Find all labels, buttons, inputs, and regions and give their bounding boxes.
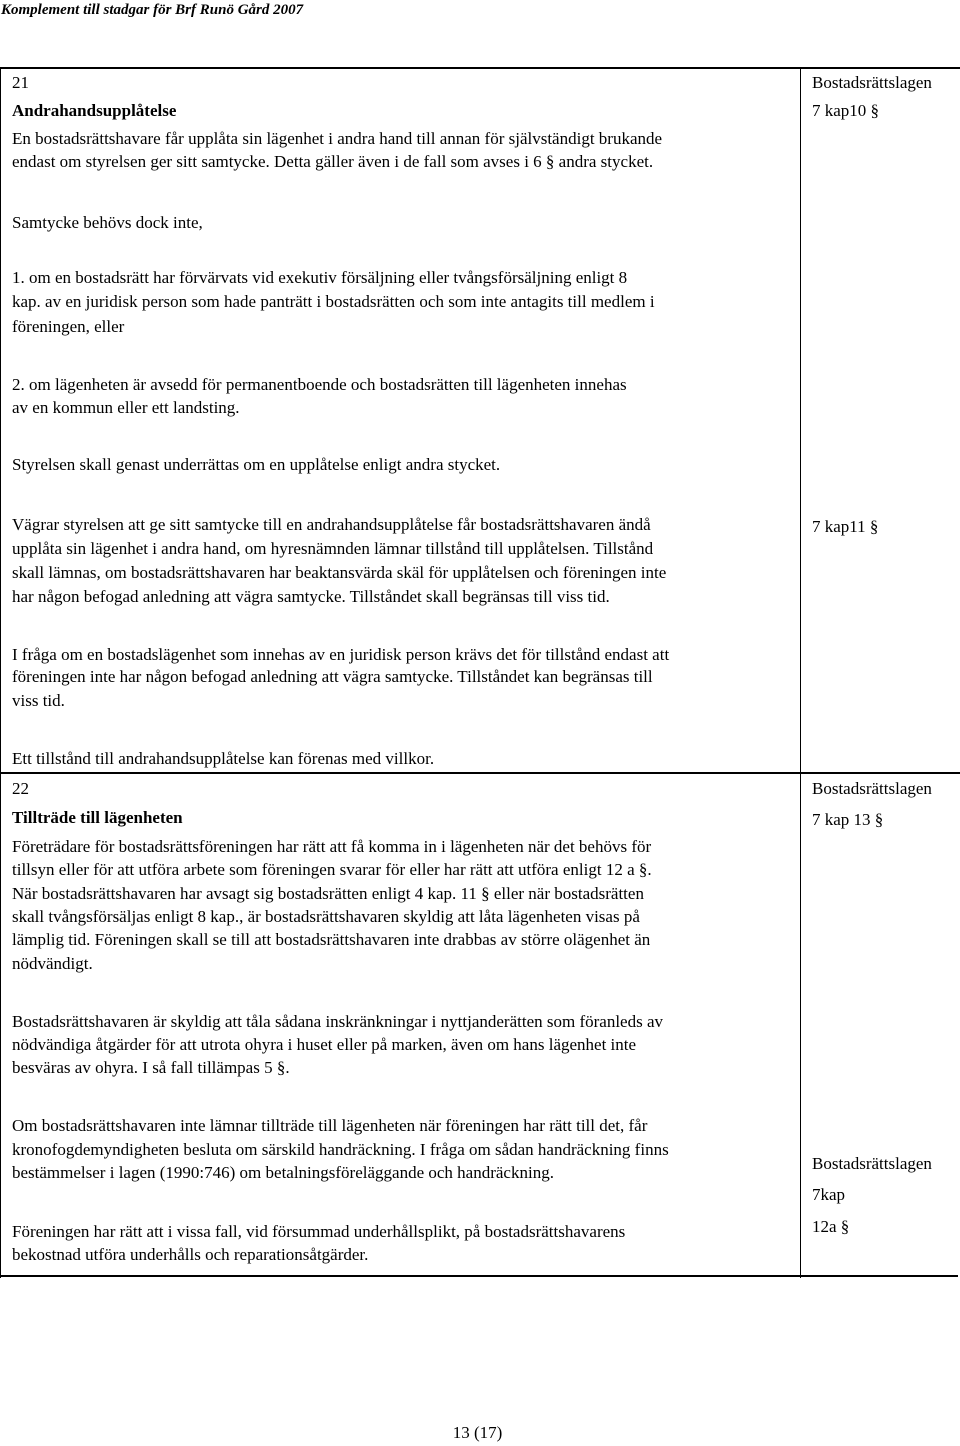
table-left-border bbox=[0, 67, 1, 1278]
text-line: Föreningen har rätt att i vissa fall, vid försummad underhållsplikt, på bostadsrättshavarens bbox=[12, 1222, 626, 1241]
text-line: föreningen, eller bbox=[12, 317, 125, 336]
text-line: kronofogdemyndigheten besluta om särskild handräckning. I fråga om sådan handräckning finns bbox=[12, 1140, 669, 1159]
section-divider bbox=[0, 772, 960, 774]
section-number: 22 bbox=[12, 779, 29, 798]
table-top-border bbox=[0, 67, 960, 69]
text-line: föreningen inte har någon befogad anledning att vägra samtycke. Tillståndet kan begränsas till bbox=[12, 667, 653, 686]
text-line: bekostnad utföra underhålls och reparationsåtgärder. bbox=[12, 1245, 369, 1264]
text-line: 1. om en bostadsrätt har förvärvats vid exekutiv försäljning eller tvångsförsäljning enligt 8 bbox=[12, 268, 628, 287]
text-line: I fråga om en bostadslägenhet som innehas av en juridisk person krävs det för tillstånd endast att bbox=[12, 645, 670, 664]
paragraph-reference: 7 kap11 § bbox=[812, 517, 879, 536]
paragraph-reference: 7 kap10 § bbox=[812, 101, 880, 120]
column-divider bbox=[800, 67, 801, 1278]
text-line: bestämmelser i lagen (1990:746) om betalningsföreläggande och handräckning. bbox=[12, 1163, 554, 1182]
text-line: upplåta sin lägenhet i andra hand, om hyresnämnden lämnar tillstånd till upplåtelsen. Tillstånd bbox=[12, 539, 654, 558]
text-line: nödvändigt. bbox=[12, 954, 93, 973]
text-line: skall lämnas, om bostadsrättshavaren har beaktansvärda skäl för upplåtelsen och föreningen inte bbox=[12, 563, 667, 582]
text-line: viss tid. bbox=[12, 691, 65, 710]
text-line: Vägrar styrelsen att ge sitt samtycke till en andrahandsupplåtelse får bostadsrättshavaren ändå bbox=[12, 515, 651, 534]
section-number: 21 bbox=[12, 73, 29, 92]
law-reference: Bostadsrättslagen bbox=[812, 73, 932, 92]
text-line: En bostadsrättshavare får upplåta sin lägenhet i andra hand till annan för självständigt brukande bbox=[12, 129, 663, 148]
text-line: lämplig tid. Föreningen skall se till att bostadsrättshavaren inte drabbas av större olägenhet än bbox=[12, 930, 651, 949]
section-heading: Tillträde till lägenheten bbox=[12, 808, 183, 827]
paragraph-reference: 7kap bbox=[812, 1185, 846, 1204]
text-line: besväras av ohyra. I så fall tillämpas 5 §. bbox=[12, 1058, 290, 1077]
text-line: Ett tillstånd till andrahandsupplåtelse kan förenas med villkor. bbox=[12, 749, 435, 768]
page-number: 13 (17) bbox=[452, 1423, 503, 1442]
text-line: har någon befogad anledning att vägra samtycke. Tillståndet skall begränsas till viss tid. bbox=[12, 587, 610, 606]
table-bottom-border bbox=[0, 1275, 958, 1277]
text-line: skall tvångsförsäljas enligt 8 kap., är bostadsrättshavaren skyldig att låta lägenheten visas på bbox=[12, 907, 640, 926]
text-line: När bostadsrättshavaren har avsagt sig bostadsrätten enligt 4 kap. 11 § eller när bostadsrätten bbox=[12, 884, 644, 903]
text-line: Bostadsrättshavaren är skyldig att tåla sådana inskränkningar i nyttjanderätten som föranleds av bbox=[12, 1012, 663, 1031]
text-line: kap. av en juridisk person som hade panträtt i bostadsrätten och som inte antagits till medlem i bbox=[12, 292, 655, 311]
text-line: 2. om lägenheten är avsedd för permanentboende och bostadsrätten till lägenheten innehas bbox=[12, 375, 627, 394]
law-reference: Bostadsrättslagen bbox=[812, 779, 932, 798]
text-line: Om bostadsrättshavaren inte lämnar tillträde till lägenheten när föreningen har rätt till det, får bbox=[12, 1116, 648, 1135]
paragraph-reference: 7 kap 13 § bbox=[812, 810, 884, 829]
document-header: Komplement till stadgar för Brf Runö Gård 2007 bbox=[1, 2, 304, 18]
text-line: Företrädare för bostadsrättsföreningen har rätt att få komma in i lägenheten när det behövs för bbox=[12, 837, 652, 856]
text-line: av en kommun eller ett landsting. bbox=[12, 398, 240, 417]
section-heading: Andrahandsupplåtelse bbox=[12, 101, 177, 120]
text-line: Styrelsen skall genast underrättas om en upplåtelse enligt andra stycket. bbox=[12, 455, 501, 474]
text-line: Samtycke behövs dock inte, bbox=[12, 213, 203, 232]
text-line: nödvändiga åtgärder för att utrota ohyra i huset eller på marken, även om hans lägenhet inte bbox=[12, 1035, 637, 1054]
text-line: endast om styrelsen ger sitt samtycke. Detta gäller även i de fall som avses i 6 § andra stycket. bbox=[12, 152, 654, 171]
paragraph-reference: 12a § bbox=[812, 1217, 850, 1236]
text-line: tillsyn eller för att utföra arbete som föreningen svarar för eller har rätt att utföra enligt 12 a §. bbox=[12, 860, 652, 879]
law-reference: Bostadsrättslagen bbox=[812, 1154, 932, 1173]
